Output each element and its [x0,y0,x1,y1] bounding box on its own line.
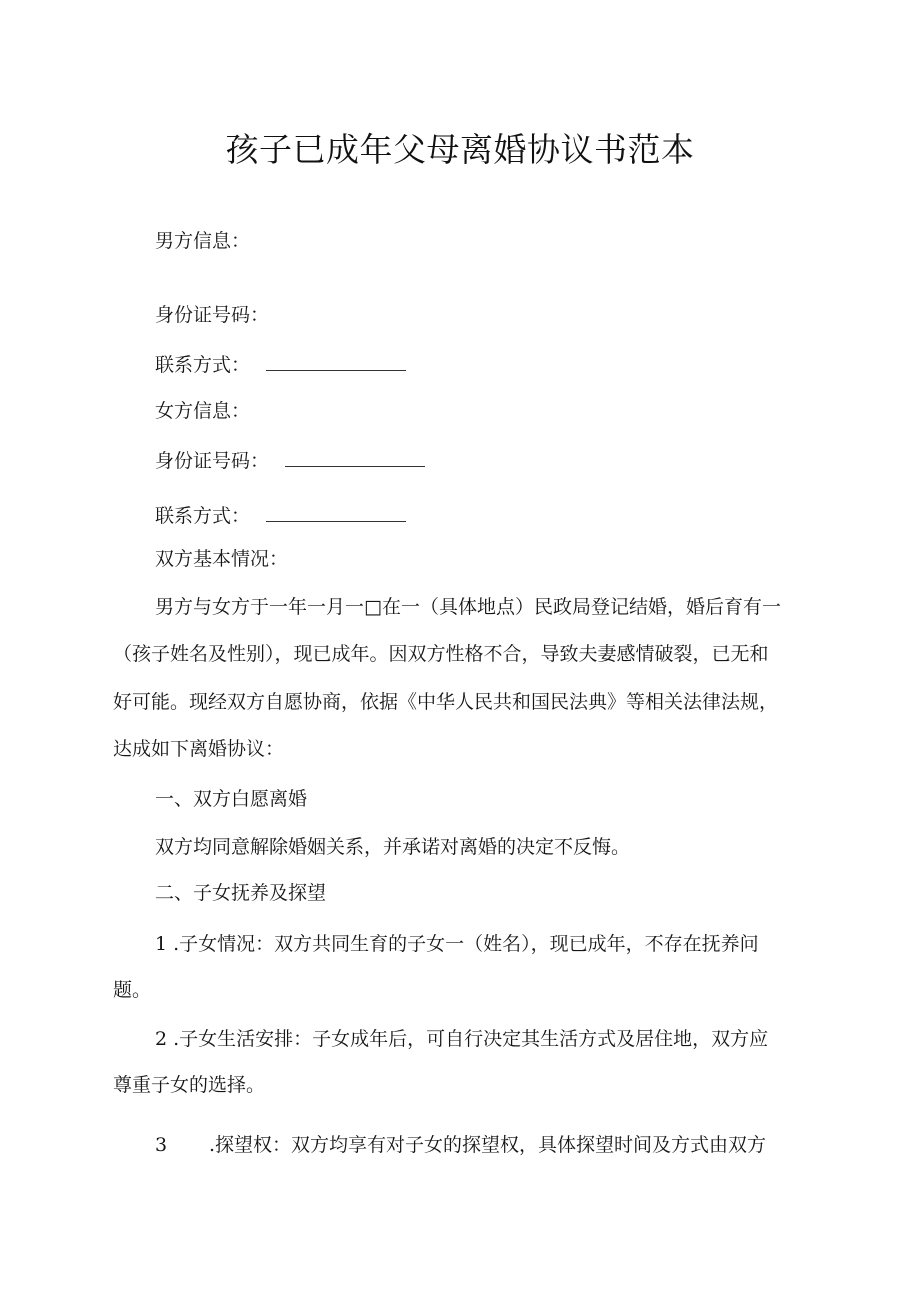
male-info-label: 男方信息： [155,230,251,252]
section2-heading: 二、子女抚养及探望 [155,882,327,904]
item1-line-1 [155,931,759,957]
intro-line-1: 男方与女方于一年一月一□在一（具体地点）民政局登记结婚，婚后育有一 [155,596,781,618]
male-id-label: 身份证号码： [155,304,270,326]
item1-number: 1 [155,933,168,955]
section1-text: 双方均同意解除婚姻关系，并承诺对离婚的决定不反悔。 [155,836,631,858]
female-contact-blank [266,501,406,522]
basic-situation-label: 双方基本情况： [155,548,289,570]
document-title: 孩子已成年父母离婚协议书范本 [225,130,695,169]
female-contact-row [155,501,406,529]
female-info-label: 女方信息： [155,400,251,422]
item3-text: .探望权：双方均享有对子女的探望权，具体探望时间及方式由双方 [209,1134,767,1156]
item1-line-2: 题。 [113,979,152,1001]
item1-text: .子女情况：双方共同生育的子女一（姓名），现已成年，不存在抚养问 [173,933,759,955]
item3-number: 3 [155,1134,168,1156]
intro-line-2: （孩子姓名及性别），现已成年。因双方性格不合，导致夫妻感情破裂，已无和 [113,643,769,665]
male-contact-row [155,350,406,378]
item3-line-1 [155,1132,766,1158]
item2-line-1 [155,1026,768,1052]
section1-heading: 一、双方白愿离婚 [155,788,308,810]
female-id-label: 身份证号码： [155,450,270,472]
intro-line-4: 达成如下离婚协议： [113,738,285,760]
female-id-blank [285,446,425,467]
female-id-row [155,446,425,474]
item2-number: 2 [155,1028,168,1050]
male-contact-label: 联系方式： [155,354,251,376]
item2-line-2: 尊重子女的选择。 [113,1074,266,1096]
female-contact-label: 联系方式： [155,505,251,527]
item2-text: .子女生活安排：子女成年后，可自行决定其生活方式及居住地，双方应 [173,1028,769,1050]
intro-line-3: 好可能。现经双方自愿协商，依据《中华人民共和国民法典》等相关法律法规， [113,691,779,713]
male-contact-blank [266,350,406,371]
